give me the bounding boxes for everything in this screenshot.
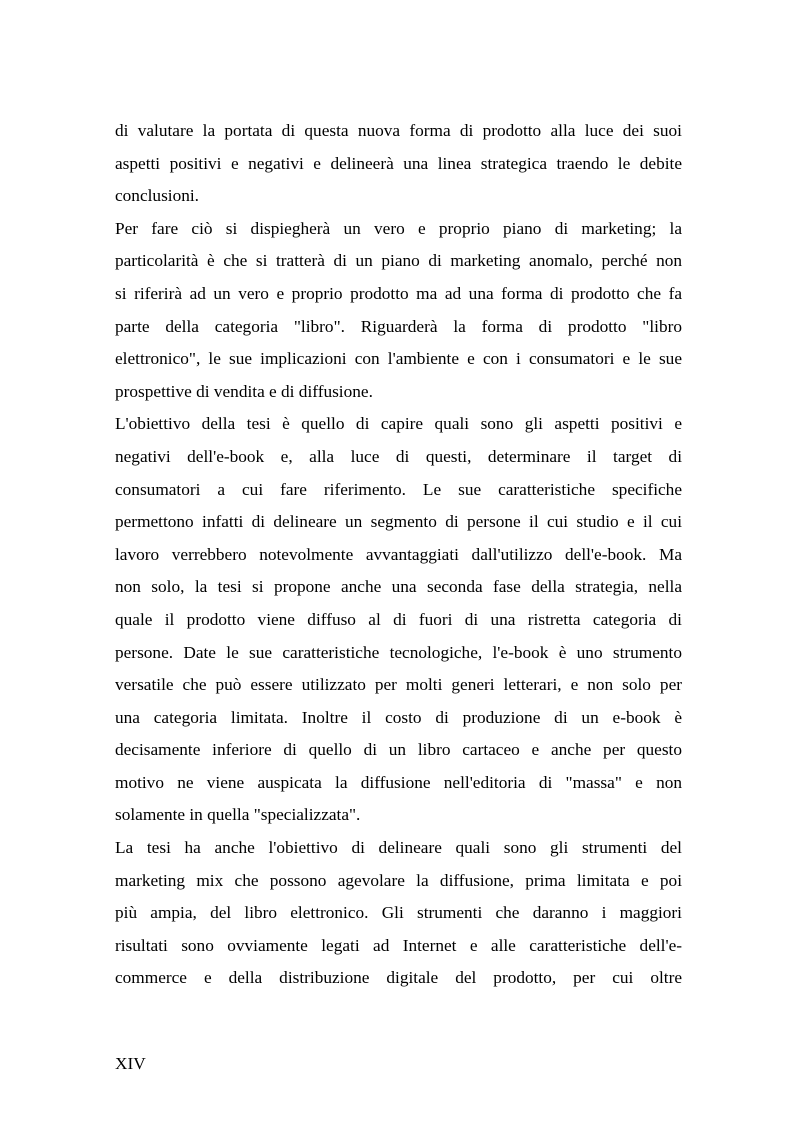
- text-line: elettronico", le sue implicazioni con l'ambiente e con i consumatori e le sue: [115, 349, 682, 369]
- text-line: di valutare la portata di questa nuova forma di prodotto alla luce dei suoi: [115, 121, 682, 140]
- text-line: permettono infatti di delineare un segmento di persone il cui studio e il cui: [115, 512, 682, 532]
- text-line: più ampia, del libro elettronico. Gli strumenti che daranno i maggiori: [115, 903, 682, 923]
- text-line: consumatori a cui fare riferimento. Le sue caratteristiche specifiche: [115, 479, 682, 499]
- text-line: decisamente inferiore di quello di un libro cartaceo e anche per questo: [115, 740, 682, 760]
- text-line: persone. Date le sue caratteristiche tecnologiche, l'e-book è uno strumento: [115, 642, 682, 662]
- text-line: si riferirà ad un vero e proprio prodotto ma ad una forma di prodotto che fa: [115, 283, 682, 303]
- text-line: quale il prodotto viene diffuso al di fuori di una ristretta categoria di: [115, 609, 682, 629]
- text-line: prospettive di vendita e di diffusione.: [115, 381, 373, 401]
- text-line: La tesi ha anche l'obiettivo di delineare quali sono gli strumenti del: [115, 838, 682, 858]
- text-line: motivo ne viene auspicata la diffusione nell'editoria di "massa" e non: [115, 772, 682, 792]
- text-line: risultati sono ovviamente legati ad Internet e alle caratteristiche dell'e-: [115, 935, 682, 955]
- text-line: parte della categoria "libro". Riguarderà la forma di prodotto "libro: [115, 316, 682, 336]
- body-text: [115, 115, 682, 995]
- text-line: versatile che può essere utilizzato per molti generi letterari, e non solo per: [115, 675, 682, 695]
- text-line: commerce e della distribuzione digitale del prodotto, per cui oltre: [115, 968, 682, 988]
- text-line: marketing mix che possono agevolare la diffusione, prima limitata e poi: [115, 870, 682, 890]
- text-line: solamente in quella "specializzata".: [115, 805, 361, 825]
- text-line: particolarità è che si tratterà di un piano di marketing anomalo, perché non: [115, 251, 682, 271]
- text-line: Per fare ciò si dispiegherà un vero e proprio piano di marketing; la: [115, 218, 682, 238]
- text-line: conclusioni.: [115, 186, 199, 206]
- text-line: negativi dell'e-book e, alla luce di questi, determinare il target di: [115, 446, 682, 466]
- page-number: XIV: [115, 1054, 146, 1073]
- text-line: aspetti positivi e negativi e delineerà una linea strategica traendo le debite: [115, 153, 682, 173]
- text-line: non solo, la tesi si propone anche una seconda fase della strategia, nella: [115, 577, 682, 597]
- text-line: L'obiettivo della tesi è quello di capire quali sono gli aspetti positivi e: [115, 414, 682, 434]
- text-line: lavoro verrebbero notevolmente avvantaggiati dall'utilizzo dell'e-book. Ma: [115, 544, 682, 564]
- text-line: una categoria limitata. Inoltre il costo di produzione di un e-book è: [115, 707, 682, 727]
